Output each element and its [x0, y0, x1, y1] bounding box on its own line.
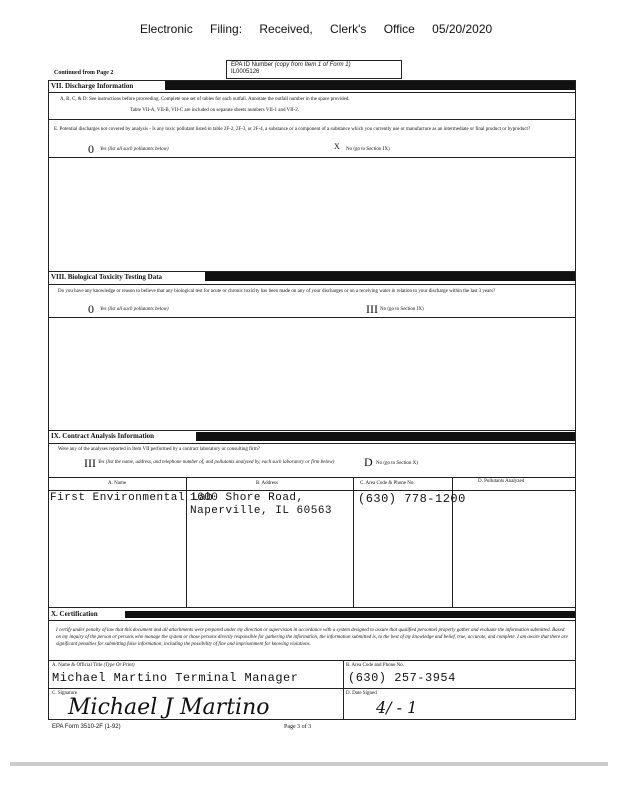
col-b-header: B. Address: [256, 481, 278, 486]
col-d-header: D. Pollutants Analyzed: [478, 479, 525, 484]
section-7e-question: E. Potential discharges not covered by analysis - Is any toxic pollutant listed in table 2F-2, 2F-3, or 2F-4, a substance or a component of a substance which you currently use or manufacture as an intermediate or final product or byproduct?: [54, 127, 531, 132]
epa-id-label: EPA ID Number: [231, 62, 273, 68]
section-9-yes-mark[interactable]: III: [84, 456, 96, 470]
cert-name-value[interactable]: Michael Martino Terminal Manager: [52, 671, 299, 685]
section-10-title: X. Certification: [51, 610, 98, 618]
section-7e-list-area[interactable]: [49, 158, 575, 271]
lab-phone-value[interactable]: (630) 778-1200: [358, 492, 466, 506]
section-7e-no-label: No (go to Section IX): [346, 147, 390, 152]
cert-phone-label: B. Area Code and Phone No.: [346, 663, 404, 668]
cert-signature-label: C. Signature: [52, 691, 77, 696]
section-9-yes-label: Yes (list the name, address, and telephone number of, and pollutants analyzed by, each such laboratory or firm below): [98, 460, 335, 465]
section-8-yes-mark[interactable]: 0: [88, 302, 94, 316]
lab-address-value[interactable]: 1600 Shore Road, Naperville, IL 60563: [190, 492, 333, 517]
lab-name-value[interactable]: First Environmental Lab: [50, 492, 214, 504]
filing-stamp: Electronic Filing: Received, Clerk's Office 05/20/2020: [140, 22, 493, 36]
section-9-no-label: No (go to Section X): [376, 461, 418, 466]
section-8-title: VIII. Biological Toxicity Testing Data: [51, 273, 163, 281]
section-9-question: Were any of the analyses reported in Item VII performed by a contract laboratory or consulting firm?: [58, 447, 260, 452]
cert-name-label: [52, 663, 135, 668]
scan-edge: [10, 762, 608, 766]
page-number: Page 3 of 3: [284, 724, 312, 730]
section-7e-no-mark[interactable]: X: [334, 142, 340, 151]
epa-id-value: IL0005126: [231, 69, 260, 75]
section-8-question: Do you have any knowledge or reason to believe that any biological test for acute or chronic toxicity has been made on any of your discharges or on a receiving water in relation to your discharge within the last 3 years?: [58, 289, 496, 294]
section-7-title: VII. Discharge Information: [51, 82, 134, 90]
epa-id-box: [226, 60, 402, 79]
section-7-instructions: A, B, C, & D: See instructions before proceeding. Complete one set of tables for each outfall. Annotate the outfall number in the space provided.: [60, 97, 350, 102]
continued-label: Continued from Page 2: [54, 70, 114, 76]
section-9-title: IX. Contract Analysis Information: [51, 432, 155, 440]
section-8-yes-label: Yes (list all such pollutants below): [100, 307, 169, 312]
section-7e-yes-label: Yes (list all such pollutants below): [100, 147, 169, 152]
section-8-list-area[interactable]: [49, 318, 575, 430]
section-7e-yes-mark[interactable]: 0: [88, 142, 94, 156]
cert-phone-value[interactable]: (630) 257-3954: [348, 671, 456, 685]
epa-id-note: (copy from Item 1 of Form 1): [274, 62, 351, 68]
certification-text: I certify under penalty of law that this document and all attachments were prepared under my direction or supervision in accordance with a system designed to assure that qualified personnel properly gather and evaluate the information submitted. Based on my inquiry of the person or persons who manage the system or those persons directly responsible for gathering the information, the information submitted is, to the best of my knowledge and belief, true, accurate, and complete. I am aware that there are significant penalties for submitting false information, including the possibility of fine and imprisonment for knowing violations.: [56, 628, 568, 647]
section-7-table-note: Table VII-A, VII-B, VII-C are included on separate sheets numbers VII-1 and VII-2.: [130, 108, 299, 113]
lab-pollutants-area[interactable]: [454, 492, 574, 604]
signature-image[interactable]: Michael J Martino: [68, 695, 270, 720]
cert-name-label-text: A. Name & Official Title: [52, 663, 103, 668]
col-a-header: A. Name: [108, 481, 127, 486]
section-8-no-label: No (go to Section IX): [380, 307, 424, 312]
section-8-no-mark[interactable]: III: [366, 302, 378, 316]
cert-name-note: (Type Or Print): [103, 663, 135, 668]
date-signed-value[interactable]: 4/ - 1: [376, 698, 418, 717]
form-number: EPA Form 3510-2F (1-92): [52, 724, 121, 730]
section-9-no-mark[interactable]: D: [364, 455, 373, 469]
cert-date-label: D. Date Signed: [346, 691, 377, 696]
col-c-header: C. Area Code & Phone No.: [360, 481, 415, 486]
